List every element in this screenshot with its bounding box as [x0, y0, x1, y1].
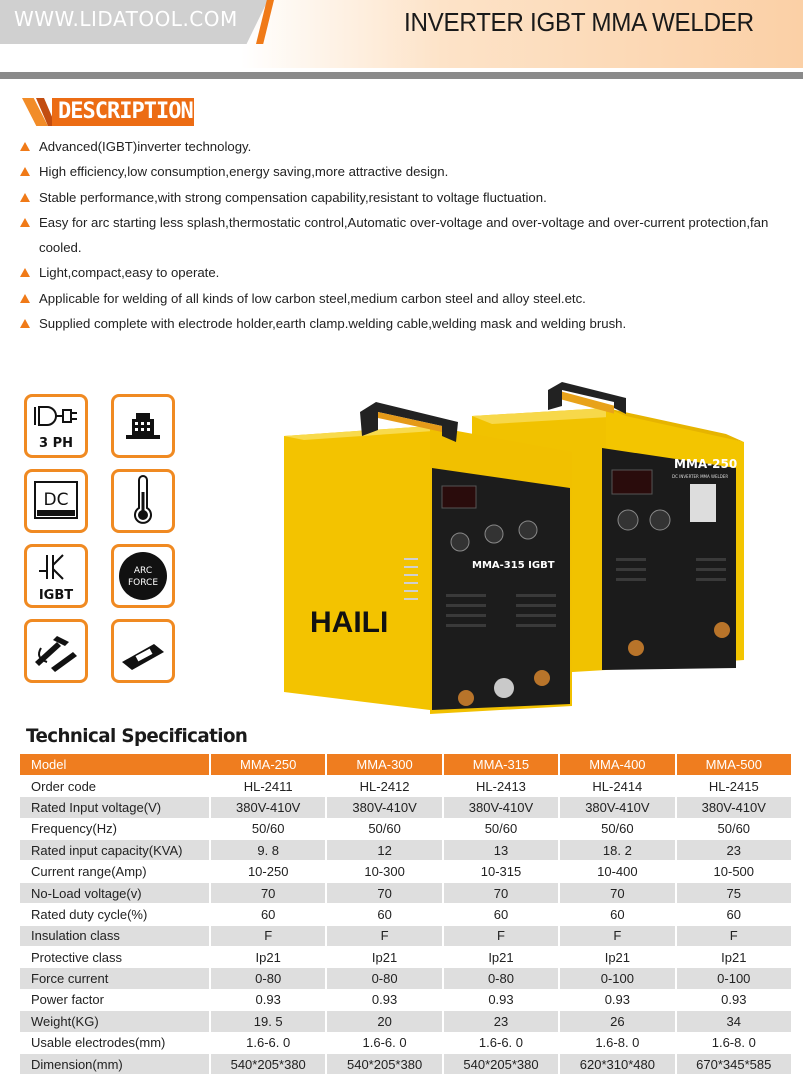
spec-cell: 0-80 [326, 968, 442, 989]
spec-cell: 20 [326, 1011, 442, 1032]
spec-model-header: MMA-315 [443, 754, 559, 775]
spec-cell: 0.93 [210, 989, 326, 1010]
spec-cell: 0-100 [676, 968, 792, 989]
spec-cell: 380V-410V [326, 797, 442, 818]
svg-text:DC INVERTER MMA WELDER: DC INVERTER MMA WELDER [672, 474, 729, 479]
spec-cell: 23 [443, 1011, 559, 1032]
spec-cell: 670*345*585 [676, 1053, 792, 1074]
spec-cell: 380V-410V [443, 797, 559, 818]
dc-display-icon [24, 469, 88, 533]
bullet-triangle-icon [20, 167, 30, 176]
table-row [20, 775, 792, 796]
igbt-symbol-icon [24, 544, 88, 608]
spec-row-label: Weight(KG) [20, 1011, 210, 1032]
table-row [20, 840, 792, 861]
spec-cell: HL-2413 [443, 775, 559, 796]
spec-cell: 0-100 [559, 968, 675, 989]
spec-row-label: Power factor [20, 989, 210, 1010]
table-row [20, 861, 792, 882]
spec-row-label: No-Load voltage(v) [20, 882, 210, 903]
spec-cell: 10-315 [443, 861, 559, 882]
bullet-triangle-icon [20, 268, 30, 277]
spec-cell: 9. 8 [210, 840, 326, 861]
spec-cell: Ip21 [559, 947, 675, 968]
spec-cell: Ip21 [210, 947, 326, 968]
spec-cell: 540*205*380 [326, 1053, 442, 1074]
spec-cell: 34 [676, 1011, 792, 1032]
table-row [20, 925, 792, 946]
spec-cell: 380V-410V [559, 797, 675, 818]
spec-row-label: Protective class [20, 947, 210, 968]
three-phase-plug-icon [24, 394, 88, 458]
spec-cell: 0.93 [559, 989, 675, 1010]
spec-cell: HL-2415 [676, 775, 792, 796]
spec-cell: 0.93 [326, 989, 442, 1010]
spec-cell: 50/60 [676, 818, 792, 839]
spec-cell: 380V-410V [676, 797, 792, 818]
svg-text:MMA-315 IGBT: MMA-315 IGBT [472, 560, 555, 571]
spec-cell: 70 [210, 882, 326, 903]
bullet-triangle-icon [20, 218, 30, 227]
spec-cell: 0-80 [443, 968, 559, 989]
spec-cell: 70 [443, 882, 559, 903]
spec-header-label: Model [20, 754, 210, 775]
thermometer-icon [111, 469, 175, 533]
spec-row-label: Rated input capacity(KVA) [20, 840, 210, 861]
spec-cell: 26 [559, 1011, 675, 1032]
spec-cell: HL-2414 [559, 775, 675, 796]
spec-cell: 60 [210, 904, 326, 925]
spec-cell: 60 [443, 904, 559, 925]
spec-cell: F [210, 925, 326, 946]
table-row [20, 1011, 792, 1032]
spec-row-label: Force current [20, 968, 210, 989]
table-row [20, 904, 792, 925]
spec-row-label: Current range(Amp) [20, 861, 210, 882]
svg-text:3 PH: 3 PH [39, 436, 73, 451]
list-item: Advanced(IGBT)inverter technology. [20, 134, 790, 159]
product-image [276, 378, 746, 714]
welder-mma-315 [284, 402, 572, 714]
table-row [20, 818, 792, 839]
spec-cell: 70 [326, 882, 442, 903]
spec-cell: 1.6-6. 0 [443, 1032, 559, 1053]
spec-cell: 10-300 [326, 861, 442, 882]
spec-cell: HL-2411 [210, 775, 326, 796]
spec-cell: Ip21 [676, 947, 792, 968]
spec-cell: 0.93 [676, 989, 792, 1010]
spec-model-header: MMA-400 [559, 754, 675, 775]
table-row [20, 882, 792, 903]
table-row [20, 1053, 792, 1074]
spec-cell: 0.93 [443, 989, 559, 1010]
list-item: Supplied complete with electrode holder,earth clamp.welding cable,welding mask and welding brush. [20, 311, 790, 336]
spec-row-label: Usable electrodes(mm) [20, 1032, 210, 1053]
svg-text:IGBT: IGBT [38, 588, 74, 603]
bullet-triangle-icon [20, 193, 30, 202]
spec-cell: 50/60 [559, 818, 675, 839]
page-header [0, 0, 803, 68]
accessories-icon [24, 619, 88, 683]
description-list [20, 134, 790, 336]
bullet-triangle-icon [20, 319, 30, 328]
spec-cell: F [443, 925, 559, 946]
spec-cell: 60 [559, 904, 675, 925]
spec-model-header: MMA-500 [676, 754, 792, 775]
spec-cell: 70 [559, 882, 675, 903]
arc-force-icon [111, 544, 175, 608]
spec-row-label: Order code [20, 775, 210, 796]
bullet-triangle-icon [20, 294, 30, 303]
spec-row-label: Rated Input voltage(V) [20, 797, 210, 818]
table-row [20, 797, 792, 818]
site-url[interactable]: WWW.LIDATOOL.COM [14, 7, 238, 31]
list-item: Applicable for welding of all kinds of low carbon steel,medium carbon steel and alloy steel.etc. [20, 286, 790, 311]
spec-table [20, 754, 793, 1075]
header-divider [0, 72, 803, 79]
spec-cell: 23 [676, 840, 792, 861]
spec-cell: 50/60 [326, 818, 442, 839]
svg-text:FORCE: FORCE [127, 578, 159, 588]
table-row [20, 968, 792, 989]
table-row [20, 1032, 792, 1053]
spec-cell: 50/60 [210, 818, 326, 839]
spec-row-label: Frequency(Hz) [20, 818, 210, 839]
page-title: INVERTER IGBT MMA WELDER [404, 7, 754, 37]
spec-cell: 1.6-8. 0 [676, 1032, 792, 1053]
spec-model-header: MMA-300 [326, 754, 442, 775]
spec-model-header: MMA-250 [210, 754, 326, 775]
list-item: Stable performance,with strong compensation capability,resistant to voltage fluctuation. [20, 185, 790, 210]
spec-cell: 0-80 [210, 968, 326, 989]
spec-row-label: Insulation class [20, 925, 210, 946]
spec-cell: 10-400 [559, 861, 675, 882]
spec-cell: 12 [326, 840, 442, 861]
spec-cell: 540*205*380 [443, 1053, 559, 1074]
spec-cell: F [559, 925, 675, 946]
spec-cell: F [326, 925, 442, 946]
table-row [20, 989, 792, 1010]
spec-cell: 10-500 [676, 861, 792, 882]
svg-text:ARC: ARC [133, 566, 153, 576]
spec-cell: 1.6-6. 0 [210, 1032, 326, 1053]
svg-text:MMA-250: MMA-250 [674, 457, 738, 471]
spec-cell: 60 [326, 904, 442, 925]
spec-title: Technical Specification [26, 725, 248, 747]
spec-cell: 13 [443, 840, 559, 861]
spec-cell: Ip21 [326, 947, 442, 968]
spec-cell: 540*205*380 [210, 1053, 326, 1074]
list-item: Light,compact,easy to operate. [20, 260, 790, 285]
spec-cell: 18. 2 [559, 840, 675, 861]
spec-cell: 19. 5 [210, 1011, 326, 1032]
spec-cell: 60 [676, 904, 792, 925]
spec-cell: F [676, 925, 792, 946]
machine-unit-icon [111, 394, 175, 458]
spec-cell: 620*310*480 [559, 1053, 675, 1074]
svg-text:DC: DC [43, 490, 69, 510]
control-panel-icon [111, 619, 175, 683]
spec-cell: 10-250 [210, 861, 326, 882]
spec-cell: 1.6-6. 0 [326, 1032, 442, 1053]
description-heading-tag [22, 98, 194, 126]
spec-cell: 1.6-8. 0 [559, 1032, 675, 1053]
list-item: Easy for arc starting less splash,thermostatic control,Automatic over-voltage and over-voltage and over-current protection,fan cooled. [20, 210, 790, 261]
spec-cell: 380V-410V [210, 797, 326, 818]
bullet-triangle-icon [20, 142, 30, 151]
table-row [20, 947, 792, 968]
spec-row-label: Dimension(mm) [20, 1053, 210, 1074]
spec-cell: 50/60 [443, 818, 559, 839]
spec-header-row [20, 754, 792, 775]
brand-logo: HAILI [310, 606, 389, 639]
list-item: High efficiency,low consumption,energy saving,more attractive design. [20, 159, 790, 184]
spec-cell: 75 [676, 882, 792, 903]
description-heading: DESCRIPTION [58, 99, 193, 124]
spec-cell: HL-2412 [326, 775, 442, 796]
spec-cell: Ip21 [443, 947, 559, 968]
spec-row-label: Rated duty cycle(%) [20, 904, 210, 925]
